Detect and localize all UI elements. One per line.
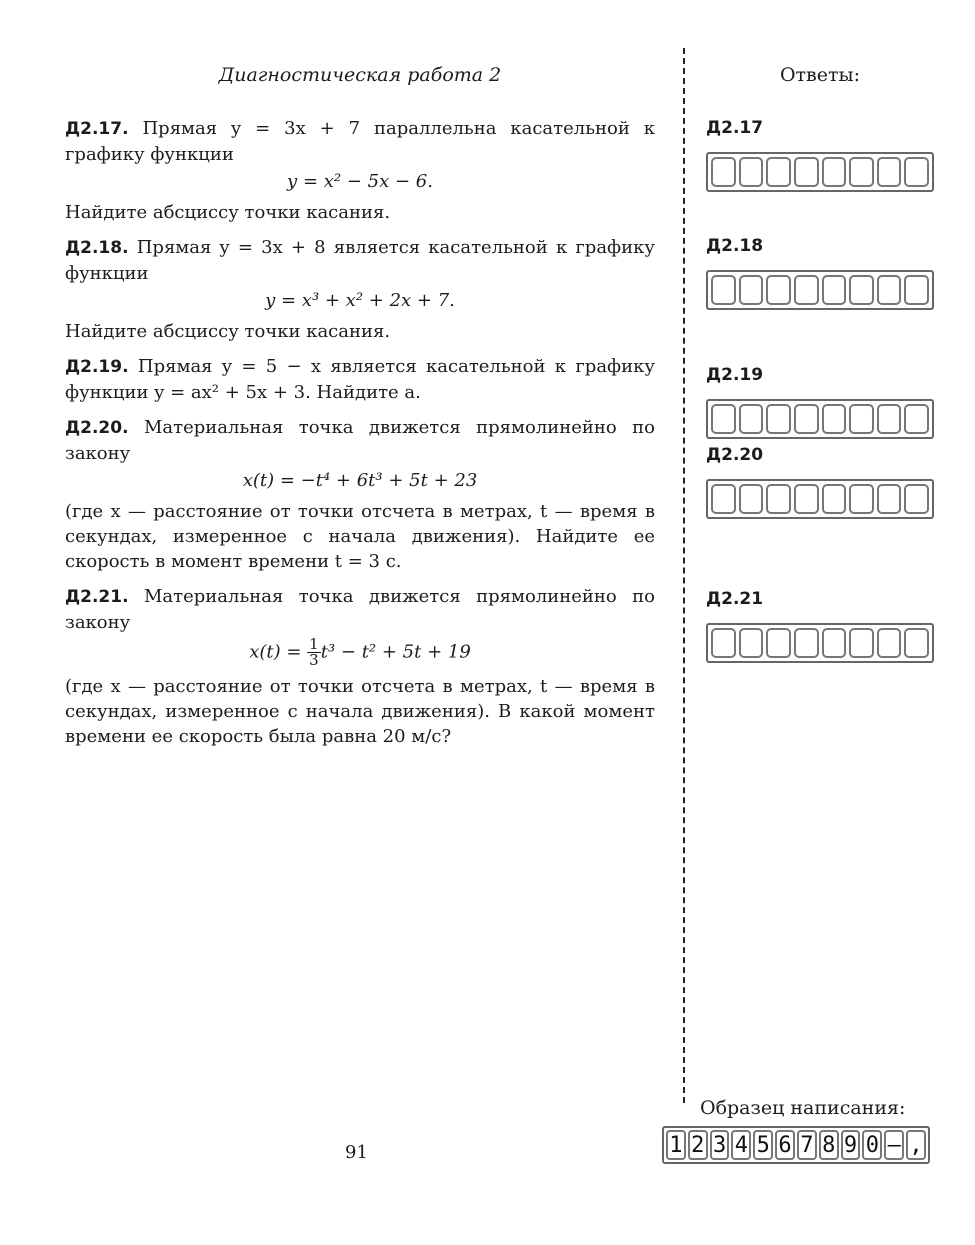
answer-cell[interactable] bbox=[849, 275, 874, 305]
sample-label: Образец написания: bbox=[700, 1097, 906, 1119]
problem-d2-20 bbox=[65, 415, 655, 574]
answer-cell[interactable] bbox=[849, 628, 874, 658]
fraction-numerator: 1 bbox=[309, 635, 319, 653]
answer-cell[interactable] bbox=[739, 484, 764, 514]
sample-cell: 6 bbox=[775, 1130, 795, 1160]
sample-cell: , bbox=[906, 1130, 926, 1160]
answer-cell[interactable] bbox=[711, 404, 736, 434]
answer-cell[interactable] bbox=[711, 628, 736, 658]
problem-question: (где x — расстояние от точки отсчета в метрах, t — время в секундах, измеренное с начала движения). В какой момент времени ее скорость была равна 20 м/с? bbox=[65, 676, 655, 747]
answer-cell[interactable] bbox=[739, 275, 764, 305]
answer-label-d2-17: Д2.17 bbox=[706, 118, 764, 138]
answer-grid-d2-17[interactable] bbox=[706, 152, 934, 192]
sample-writing-grid bbox=[662, 1126, 930, 1164]
answer-cell[interactable] bbox=[794, 628, 819, 658]
answer-cell[interactable] bbox=[849, 484, 874, 514]
answer-cell[interactable] bbox=[849, 157, 874, 187]
page-header-title: Диагностическая работа 2 bbox=[218, 64, 502, 86]
answer-cell[interactable] bbox=[822, 404, 847, 434]
answer-cell[interactable] bbox=[794, 404, 819, 434]
answer-cell[interactable] bbox=[711, 275, 736, 305]
answer-cell[interactable] bbox=[904, 157, 929, 187]
answer-cell[interactable] bbox=[794, 157, 819, 187]
sample-cell: 5 bbox=[753, 1130, 773, 1160]
answers-title: Ответы: bbox=[779, 64, 861, 86]
formula-suffix: t³ − t² + 5t + 19 bbox=[320, 641, 471, 663]
answer-cell[interactable] bbox=[766, 404, 791, 434]
problem-formula: y = x² − 5x − 6. bbox=[287, 171, 433, 192]
answer-cell[interactable] bbox=[904, 628, 929, 658]
sample-cell: 1 bbox=[666, 1130, 686, 1160]
sample-cell: – bbox=[884, 1130, 904, 1160]
problem-formula: y = x³ + x² + 2x + 7. bbox=[265, 290, 455, 311]
problem-number: Д2.18. bbox=[65, 238, 129, 258]
problem-text: Материальная точка движется прямолинейно по закону bbox=[65, 417, 655, 464]
answer-cell[interactable] bbox=[822, 628, 847, 658]
answer-label-d2-20: Д2.20 bbox=[706, 445, 764, 465]
sample-cell: 3 bbox=[710, 1130, 730, 1160]
sample-cell: 0 bbox=[862, 1130, 882, 1160]
formula-prefix: x(t) = bbox=[249, 641, 302, 663]
answer-cell[interactable] bbox=[877, 275, 902, 305]
sample-cell: 7 bbox=[797, 1130, 817, 1160]
answer-cell[interactable] bbox=[877, 484, 902, 514]
answer-cell[interactable] bbox=[794, 484, 819, 514]
answer-cell[interactable] bbox=[822, 484, 847, 514]
problem-number: Д2.19. bbox=[65, 357, 129, 377]
problem-text: Прямая y = 3x + 8 является касательной к графику функции bbox=[65, 237, 655, 284]
sample-cell: 9 bbox=[841, 1130, 861, 1160]
answer-cell[interactable] bbox=[794, 275, 819, 305]
problem-question: Найдите абсциссу точки касания. bbox=[65, 321, 391, 342]
answer-cell[interactable] bbox=[822, 275, 847, 305]
answer-cell[interactable] bbox=[766, 157, 791, 187]
answer-cell[interactable] bbox=[766, 275, 791, 305]
answer-cell[interactable] bbox=[904, 275, 929, 305]
answer-cell[interactable] bbox=[904, 484, 929, 514]
answer-cell[interactable] bbox=[904, 404, 929, 434]
answer-label-d2-19: Д2.19 bbox=[706, 365, 764, 385]
dashed-divider bbox=[683, 48, 685, 1103]
fraction bbox=[307, 637, 321, 668]
answer-grid-d2-18[interactable] bbox=[706, 270, 934, 310]
answer-label-d2-21: Д2.21 bbox=[706, 589, 764, 609]
answer-cell[interactable] bbox=[711, 484, 736, 514]
problem-d2-18 bbox=[65, 235, 655, 344]
answer-cell[interactable] bbox=[822, 157, 847, 187]
problems-column bbox=[65, 116, 655, 759]
answer-grid-d2-19[interactable] bbox=[706, 399, 934, 439]
answer-cell[interactable] bbox=[739, 157, 764, 187]
problem-d2-17 bbox=[65, 116, 655, 225]
problem-number: Д2.17. bbox=[65, 119, 129, 139]
problem-question: Найдите абсциссу точки касания. bbox=[65, 202, 391, 223]
problem-d2-21 bbox=[65, 584, 655, 749]
problem-number: Д2.20. bbox=[65, 418, 129, 438]
answer-label-d2-18: Д2.18 bbox=[706, 236, 764, 256]
answer-cell[interactable] bbox=[766, 484, 791, 514]
answer-cell[interactable] bbox=[739, 628, 764, 658]
problem-number: Д2.21. bbox=[65, 587, 129, 607]
problem-d2-19 bbox=[65, 354, 655, 405]
answer-cell[interactable] bbox=[877, 157, 902, 187]
answer-cell[interactable] bbox=[877, 628, 902, 658]
answer-cell[interactable] bbox=[711, 157, 736, 187]
page-number: 91 bbox=[345, 1142, 368, 1163]
problem-formula bbox=[65, 637, 655, 668]
problem-question: (где x — расстояние от точки отсчета в метрах, t — время в секундах, измеренное с начала движения). Найдите ее скорость в момент времени t = 3 с. bbox=[65, 501, 655, 572]
problem-text: Прямая y = 3x + 7 параллельна касательной к графику функции bbox=[65, 118, 655, 165]
answer-cell[interactable] bbox=[849, 404, 874, 434]
answer-cell[interactable] bbox=[766, 628, 791, 658]
sample-cell: 4 bbox=[731, 1130, 751, 1160]
sample-cell: 8 bbox=[819, 1130, 839, 1160]
sample-cell: 2 bbox=[688, 1130, 708, 1160]
answer-grid-d2-20[interactable] bbox=[706, 479, 934, 519]
problem-text: Материальная точка движется прямолинейно по закону bbox=[65, 586, 655, 633]
fraction-denominator: 3 bbox=[309, 651, 319, 669]
answer-cell[interactable] bbox=[877, 404, 902, 434]
problem-formula: x(t) = −t⁴ + 6t³ + 5t + 23 bbox=[242, 470, 478, 491]
problem-text: Прямая y = 5 − x является касательной к графику функции y = ax² + 5x + 3. Найдите a. bbox=[65, 356, 655, 403]
answer-grid-d2-21[interactable] bbox=[706, 623, 934, 663]
answer-cell[interactable] bbox=[739, 404, 764, 434]
